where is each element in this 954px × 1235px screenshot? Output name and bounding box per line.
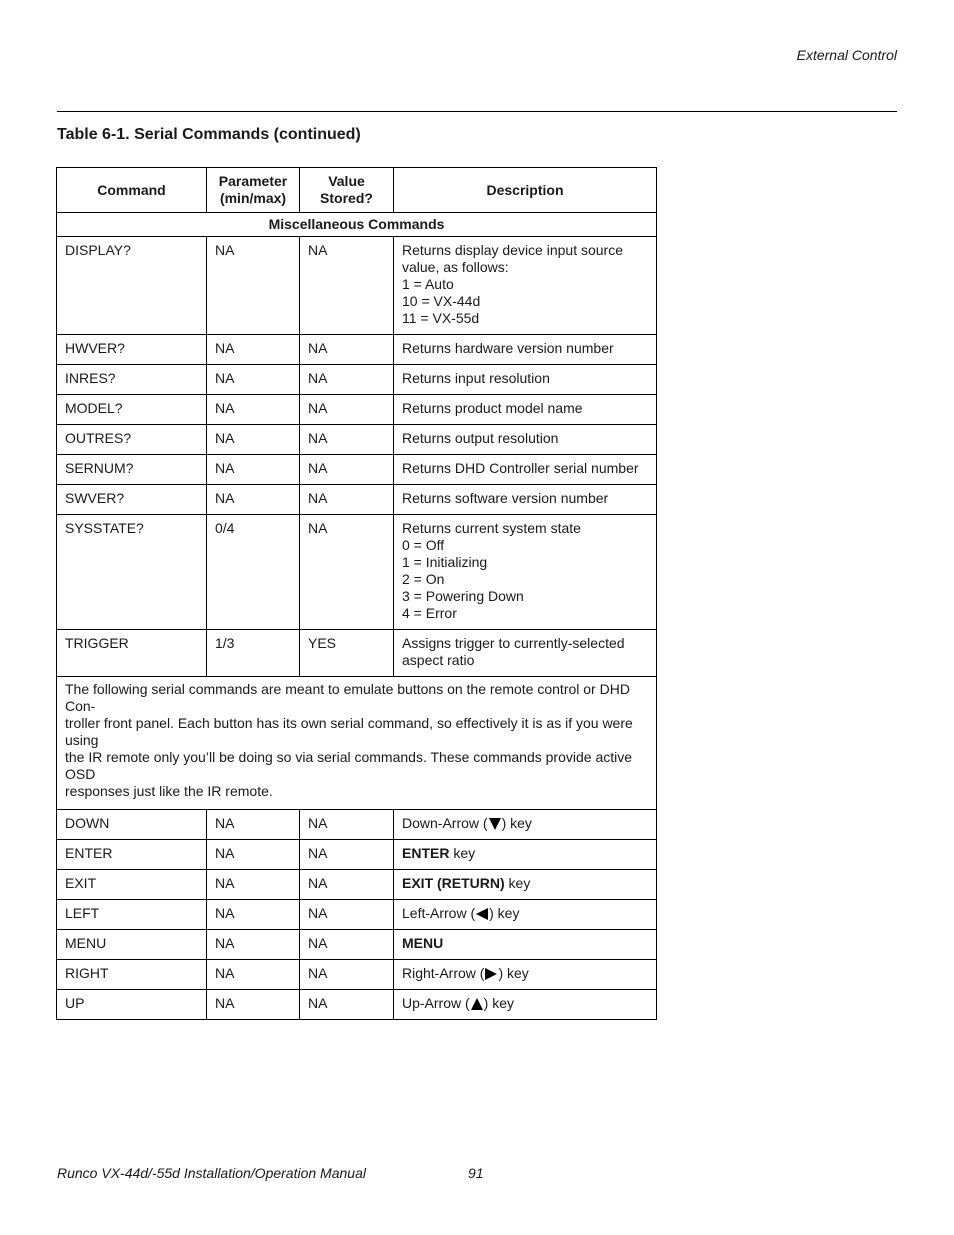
desc-prefix: Left-Arrow (	[402, 905, 476, 921]
note-text: The following serial commands are meant to emulate buttons on the remote control or DHD Con- troller front panel. Each button has its own serial command, so effectively it is as if you were using the IR remote only you’ll be doing so via serial commands. These commands provide active OSD responses just like the IR remote.	[57, 677, 657, 810]
table-row	[57, 870, 657, 900]
parameter-cell: NA	[207, 335, 300, 365]
left-arrow-icon	[476, 908, 488, 920]
table-row	[57, 365, 657, 395]
description-cell: Returns product model name	[394, 395, 657, 425]
table-row	[57, 810, 657, 840]
description-cell	[394, 990, 657, 1020]
down-arrow-icon	[489, 818, 501, 830]
stored-cell: NA	[300, 455, 394, 485]
table-row	[57, 930, 657, 960]
stored-cell: NA	[300, 990, 394, 1020]
parameter-cell: NA	[207, 395, 300, 425]
table-row	[57, 990, 657, 1020]
command-cell: INRES?	[57, 365, 207, 395]
table-title: Table 6-1. Serial Commands (continued)	[57, 126, 361, 143]
parameter-cell: NA	[207, 960, 300, 990]
parameter-cell: NA	[207, 485, 300, 515]
command-cell: MENU	[57, 930, 207, 960]
key-name: MENU	[402, 935, 444, 951]
parameter-cell: NA	[207, 840, 300, 870]
table-row	[57, 900, 657, 930]
command-cell: SYSSTATE?	[57, 515, 207, 630]
table-row	[57, 515, 657, 630]
table-row	[57, 335, 657, 365]
stored-cell: NA	[300, 840, 394, 870]
description-cell: Returns input resolution	[394, 365, 657, 395]
col-header-parameter: Parameter (min/max)	[207, 168, 300, 213]
desc-prefix: Right-Arrow (	[402, 965, 485, 981]
table-row	[57, 425, 657, 455]
description-cell: Returns output resolution	[394, 425, 657, 455]
parameter-cell: 1/3	[207, 630, 300, 677]
table-row	[57, 395, 657, 425]
parameter-cell: NA	[207, 930, 300, 960]
footer-manual-title: Runco VX-44d/-55d Installation/Operation Manual	[57, 1165, 366, 1181]
desc-suffix: ) key	[483, 995, 515, 1011]
command-cell: DISPLAY?	[57, 237, 207, 335]
stored-cell: NA	[300, 395, 394, 425]
desc-suffix: key	[449, 845, 476, 861]
running-header: External Control	[796, 47, 897, 63]
parameter-cell: NA	[207, 455, 300, 485]
parameter-cell: NA	[207, 365, 300, 395]
description-cell: Assigns trigger to currently-selected aspect ratio	[394, 630, 657, 677]
command-cell: DOWN	[57, 810, 207, 840]
command-cell: LEFT	[57, 900, 207, 930]
desc-prefix: Up-Arrow (	[402, 995, 470, 1011]
command-cell: TRIGGER	[57, 630, 207, 677]
description-cell	[394, 870, 657, 900]
key-name: EXIT (RETURN)	[402, 875, 505, 891]
description-cell	[394, 960, 657, 990]
section-label: Miscellaneous Commands	[57, 213, 657, 237]
col-header-description: Description	[394, 168, 657, 213]
parameter-cell: NA	[207, 870, 300, 900]
stored-cell: NA	[300, 335, 394, 365]
parameter-cell: NA	[207, 810, 300, 840]
stored-cell: NA	[300, 960, 394, 990]
stored-cell: NA	[300, 515, 394, 630]
command-cell: MODEL?	[57, 395, 207, 425]
up-arrow-icon	[471, 998, 483, 1010]
description-cell	[394, 900, 657, 930]
description-cell	[394, 810, 657, 840]
command-cell: OUTRES?	[57, 425, 207, 455]
description-cell: Returns display device input source value, as follows: 1 = Auto 10 = VX-44d 11 = VX-55d	[394, 237, 657, 335]
table-row	[57, 960, 657, 990]
command-cell: HWVER?	[57, 335, 207, 365]
description-cell: Returns hardware version number	[394, 335, 657, 365]
desc-suffix: key	[504, 875, 531, 891]
stored-cell: NA	[300, 365, 394, 395]
page-number: 91	[468, 1165, 484, 1181]
table-row	[57, 630, 657, 677]
parameter-cell: NA	[207, 990, 300, 1020]
description-cell: Returns software version number	[394, 485, 657, 515]
stored-cell: NA	[300, 425, 394, 455]
description-cell	[394, 930, 657, 960]
desc-suffix: ) key	[501, 815, 532, 831]
desc-suffix: ) key	[489, 905, 520, 921]
parameter-cell: 0/4	[207, 515, 300, 630]
description-cell: Returns current system state 0 = Off 1 = Initializing 2 = On 3 = Powering Down 4 = Error	[394, 515, 657, 630]
stored-cell: NA	[300, 900, 394, 930]
parameter-cell: NA	[207, 900, 300, 930]
col-header-value-stored: Value Stored?	[300, 168, 394, 213]
command-cell: SERNUM?	[57, 455, 207, 485]
table-row	[57, 840, 657, 870]
parameter-cell: NA	[207, 425, 300, 455]
command-cell: EXIT	[57, 870, 207, 900]
header-rule	[57, 111, 897, 112]
desc-suffix: ) key	[498, 965, 529, 981]
table-header-row	[57, 168, 657, 213]
note-row	[57, 677, 657, 810]
command-cell: ENTER	[57, 840, 207, 870]
table-row	[57, 237, 657, 335]
table-row	[57, 485, 657, 515]
stored-cell: YES	[300, 630, 394, 677]
table-row	[57, 455, 657, 485]
description-cell	[394, 840, 657, 870]
right-arrow-icon	[485, 968, 497, 980]
stored-cell: NA	[300, 237, 394, 335]
col-header-command: Command	[57, 168, 207, 213]
command-cell: SWVER?	[57, 485, 207, 515]
command-cell: RIGHT	[57, 960, 207, 990]
stored-cell: NA	[300, 810, 394, 840]
section-row	[57, 213, 657, 237]
key-name: ENTER	[402, 845, 450, 861]
stored-cell: NA	[300, 930, 394, 960]
desc-prefix: Down-Arrow (	[402, 815, 488, 831]
stored-cell: NA	[300, 485, 394, 515]
serial-commands-table	[56, 167, 657, 1020]
stored-cell: NA	[300, 870, 394, 900]
parameter-cell: NA	[207, 237, 300, 335]
description-cell: Returns DHD Controller serial number	[394, 455, 657, 485]
command-cell: UP	[57, 990, 207, 1020]
